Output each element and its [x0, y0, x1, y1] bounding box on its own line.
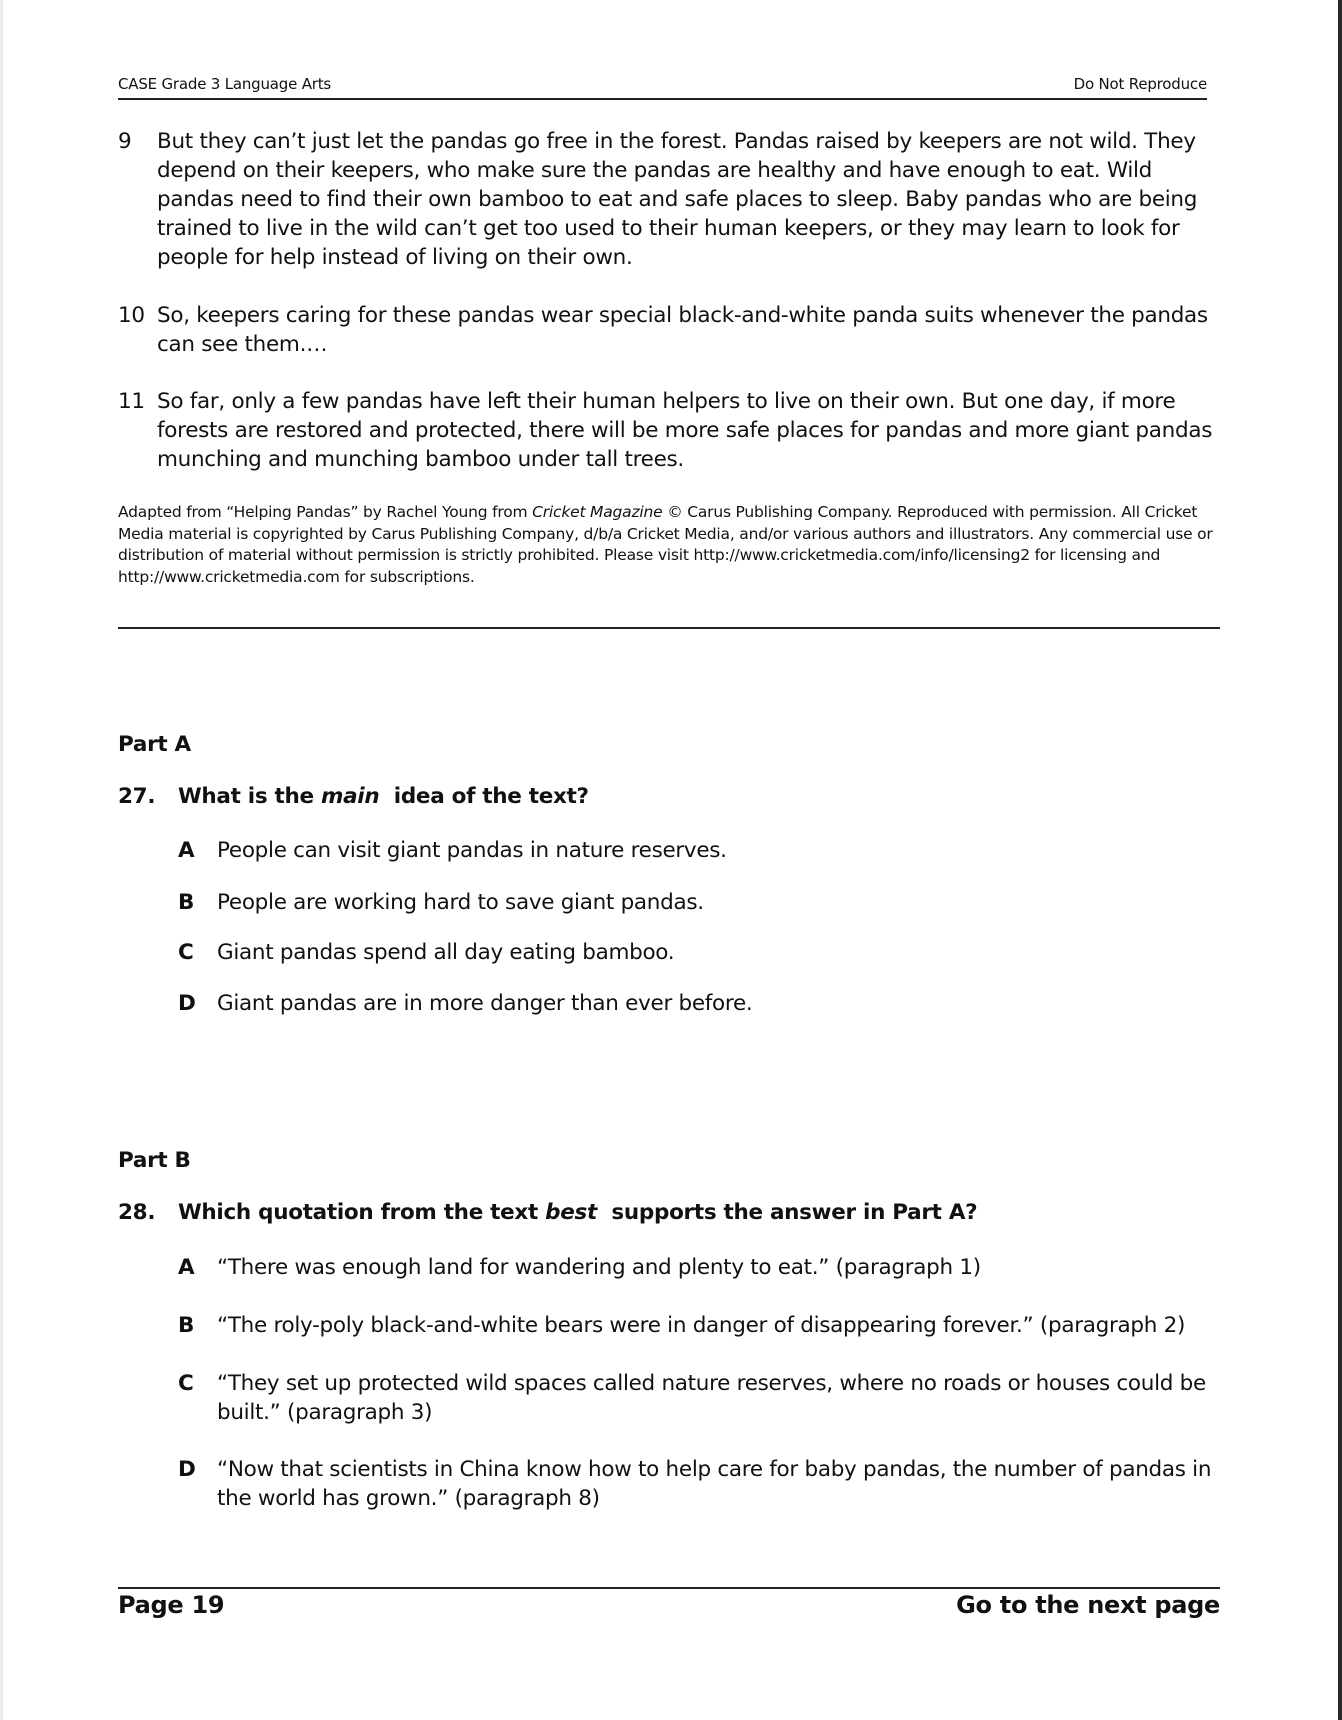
answer-option-27d[interactable]: [178, 989, 1218, 1018]
viewer-scrollbar-edge[interactable]: [1338, 0, 1342, 1720]
answer-option-28c[interactable]: [178, 1369, 1218, 1427]
question-text-end: idea of the text?: [379, 784, 589, 809]
question-27: [118, 784, 589, 809]
question-emphasis: best: [545, 1200, 598, 1225]
option-text: “The roly-poly black-and-white bears were in danger of disappearing forever.” (paragraph 2): [217, 1313, 1186, 1338]
answer-option-28b[interactable]: [178, 1311, 1218, 1340]
question-28: [118, 1200, 977, 1225]
paragraph-number: 10: [118, 303, 145, 328]
option-text: Giant pandas are in more danger than ever before.: [217, 991, 753, 1016]
option-letter: D: [178, 991, 196, 1016]
option-text: “They set up protected wild spaces called nature reserves, where no roads or houses could be built.” (paragraph 3): [217, 1371, 1206, 1425]
section-divider: [118, 627, 1220, 629]
header-notice: Do Not Reproduce: [1073, 75, 1207, 93]
citation-text-end: © Carus Publishing Company. Reproduced with permission. All Cricket Media material is copyrighted by Carus Publishing Company, d/b/a Cricket Media, and/or various authors and illustrators. Any commercial use or distribution of material without permission is strictly prohibited. Please visit http://www.cricketmedia.com/info/licensing2 for licensing and http://www.cricketmedia.com for subscriptions.: [118, 503, 1213, 586]
header-rule: [118, 98, 1207, 100]
option-letter: B: [178, 1313, 195, 1338]
paragraph-text: So, keepers caring for these pandas wear special black-and-white panda suits whenever the pandas can see them.…: [157, 303, 1208, 357]
option-letter: C: [178, 1371, 194, 1396]
question-text-start: What is the: [178, 784, 321, 809]
source-citation: [118, 502, 1218, 588]
citation-text-start: Adapted from “Helping Pandas” by Rachel Young from: [118, 503, 533, 521]
paragraph-text: So far, only a few pandas have left their human helpers to live on their own. But one day, if more forests are restored and protected, there will be more safe places for pandas and more giant pandas munching and munching bamboo under tall trees.: [157, 389, 1213, 472]
paragraph-number: 11: [118, 389, 145, 414]
paragraph-number: 9: [118, 129, 132, 154]
page-footer: [118, 1591, 1220, 1619]
footer-rule: [118, 1587, 1220, 1589]
option-text: “There was enough land for wandering and plenty to eat.” (paragraph 1): [217, 1255, 981, 1280]
option-text: Giant pandas spend all day eating bamboo.: [217, 940, 675, 965]
running-header: [118, 75, 1207, 93]
question-emphasis: main: [321, 784, 380, 809]
passage-paragraph: [118, 387, 1220, 474]
option-letter: D: [178, 1457, 196, 1482]
answer-option-27a[interactable]: [178, 836, 1218, 865]
citation-magazine-title: Cricket Magazine: [532, 503, 663, 521]
answer-option-28d[interactable]: [178, 1455, 1218, 1513]
passage-paragraph: [118, 127, 1220, 272]
part-a-label: Part A: [118, 732, 191, 757]
paragraph-text: But they can’t just let the pandas go free in the forest. Pandas raised by keepers are not wild. They depend on their keepers, who make sure the pandas are healthy and have enough to eat. Wild pandas need to find their own bamboo to eat and safe places to sleep. Baby pandas who are being trained to live in the wild can’t get too used to their human keepers, or they may learn to look for people for help instead of living on their own.: [157, 129, 1198, 270]
question-text: [178, 1200, 977, 1225]
option-letter: B: [178, 890, 195, 915]
page-left-edge: [0, 0, 3, 1720]
question-text-end: supports the answer in Part A?: [597, 1200, 978, 1225]
question-text: [178, 784, 589, 809]
part-b-label: Part B: [118, 1148, 191, 1173]
question-number: 28.: [118, 1200, 156, 1225]
option-text: People are working hard to save giant pandas.: [217, 890, 704, 915]
page-number: Page 19: [118, 1591, 225, 1619]
question-text-start: Which quotation from the text: [178, 1200, 546, 1225]
answer-option-27b[interactable]: [178, 888, 1218, 917]
option-text: “Now that scientists in China know how to help care for baby pandas, the number of pandas in the world has grown.” (paragraph 8): [217, 1457, 1212, 1511]
next-page-prompt: Go to the next page: [956, 1591, 1220, 1619]
question-number: 27.: [118, 784, 156, 809]
passage-paragraph: [118, 301, 1220, 359]
answer-option-27c[interactable]: [178, 938, 1218, 967]
option-letter: C: [178, 940, 194, 965]
option-text: People can visit giant pandas in nature reserves.: [217, 838, 727, 863]
answer-option-28a[interactable]: [178, 1253, 1218, 1282]
header-test-title: CASE Grade 3 Language Arts: [118, 75, 332, 93]
option-letter: A: [178, 1255, 195, 1280]
option-letter: A: [178, 838, 195, 863]
